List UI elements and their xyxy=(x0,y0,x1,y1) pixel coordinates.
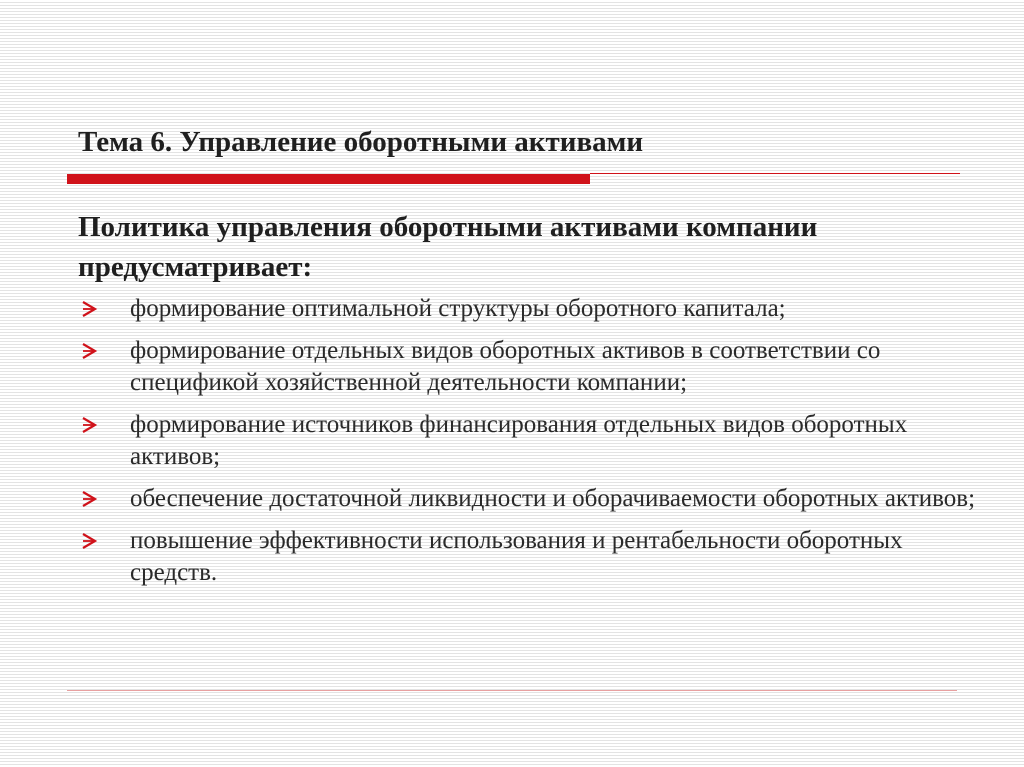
list-item xyxy=(76,409,976,473)
list-item xyxy=(76,293,976,325)
bullet-text: формирование оптимальной структуры оборотного капитала; xyxy=(130,295,786,322)
slide-title: Тема 6. Управление оборотными активами xyxy=(78,126,644,158)
bullet-text: формирование отдельных видов оборотных активов в соответствии со спецификой хозяйственной деятельности компании; xyxy=(130,337,881,396)
list-item xyxy=(76,525,976,589)
footer-divider xyxy=(67,690,957,691)
chevron-right-arrow-icon xyxy=(80,526,98,556)
list-item xyxy=(76,483,976,515)
bullet-list xyxy=(76,293,976,599)
chevron-right-arrow-icon xyxy=(80,410,98,440)
bullet-text: формирование источников финансирования отдельных видов оборотных активов; xyxy=(130,411,908,470)
list-item xyxy=(76,335,976,399)
intro-text: Политика управления оборотными активами компании предусматривает: xyxy=(78,211,818,283)
chevron-right-arrow-icon xyxy=(80,484,98,514)
chevron-right-arrow-icon xyxy=(80,294,98,324)
bullet-text: повышение эффективности использования и рентабельности оборотных средств. xyxy=(130,527,903,586)
bullet-text: обеспечение достаточной ликвидности и оборачиваемости оборотных активов; xyxy=(130,485,976,512)
chevron-right-arrow-icon xyxy=(80,336,98,366)
title-underline-thin xyxy=(590,173,960,174)
title-underline-thick xyxy=(67,174,590,184)
